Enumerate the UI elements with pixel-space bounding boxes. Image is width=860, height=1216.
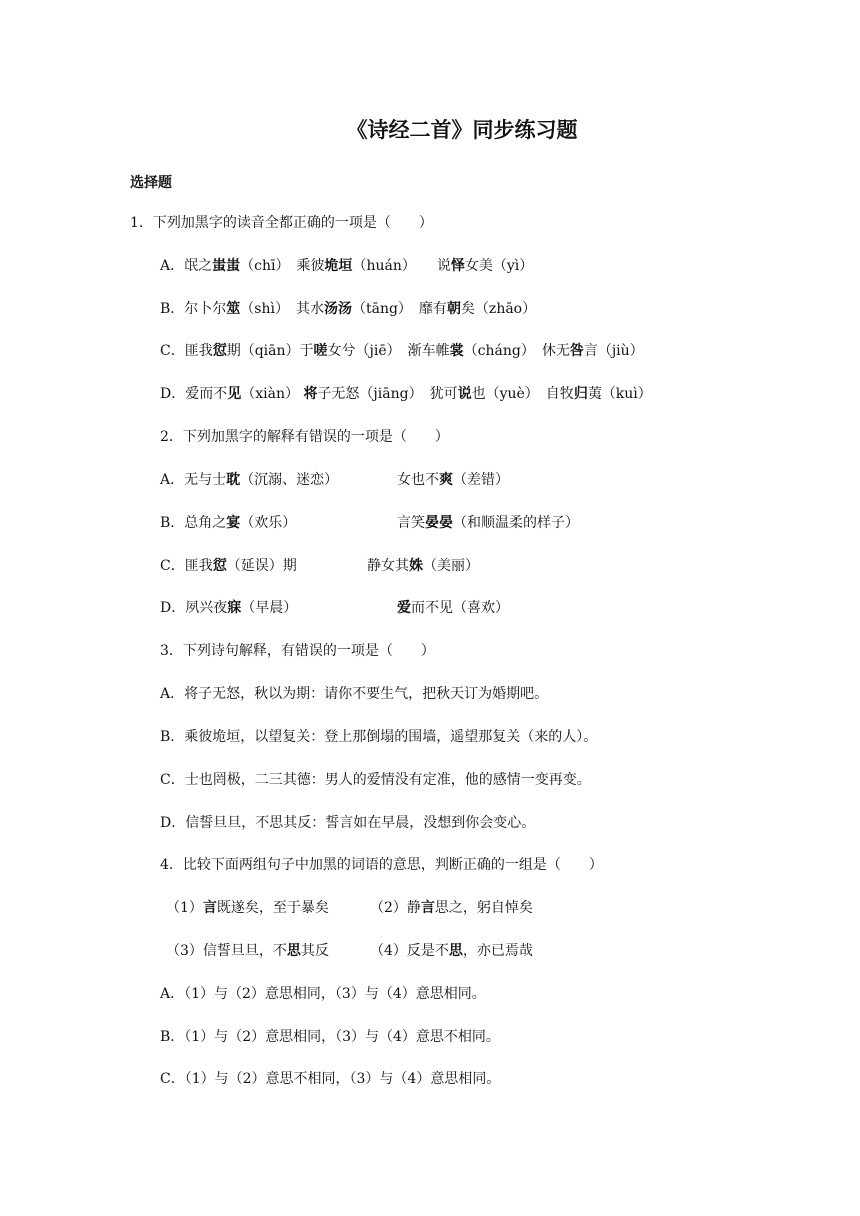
text: B．总角之 <box>160 515 227 531</box>
text: （shì） 其水 <box>240 301 324 317</box>
q1-option-b <box>160 300 536 318</box>
q4-sentence-1-2 <box>166 899 329 917</box>
q3-option-a: A．将子无怒，秋以为期：请你不要生气，把秋天订为婚期吧。 <box>160 686 549 702</box>
text: （和顺温柔的样子） <box>453 515 579 531</box>
text: （huán） 说 <box>352 258 451 274</box>
q4-option-c: C．（1）与（2）意思不相同，（3）与（4）意思相同。 <box>160 1071 501 1087</box>
text: 期（qiān）于 <box>226 343 314 359</box>
text: A．氓之 <box>160 258 213 274</box>
text: D．爱而不 <box>160 386 228 402</box>
text: （延误）期 <box>226 558 297 574</box>
bold-text: 裳 <box>449 343 464 359</box>
bold-text: 愆 <box>212 343 227 359</box>
bold-text: 爽 <box>439 472 453 488</box>
q4-stem: 4．比较下面两组句子中加黑的词语的意思，判断正确的一组是（ ） <box>160 857 603 873</box>
text: （2）静 <box>370 900 421 916</box>
q3-stem: 3．下列诗句解释，有错误的一项是（ ） <box>160 643 435 659</box>
bold-text: 说 <box>457 386 472 402</box>
q2-option-d-right <box>397 599 509 617</box>
text: （差错） <box>453 472 509 488</box>
bold-text: 垝垣 <box>324 258 353 274</box>
text: 女也不 <box>397 472 439 488</box>
text: 子无怒（jiāng） 犹可 <box>317 386 458 402</box>
bold-text: 将 <box>303 386 318 402</box>
text: 言（jiù） <box>583 343 644 359</box>
q4-option-b: B．（1）与（2）意思相同，（3）与（4）意思不相同。 <box>160 1029 500 1045</box>
title-text: 《诗经二首》同步练习题 <box>346 118 578 142</box>
q4-sentence-4 <box>370 942 533 960</box>
q3-option-b: B．乘彼垝垣，以望复关：登上那倒塌的围墙，遥望那复关（来的人）。 <box>160 729 598 745</box>
text: 既遂矣，至于暴矣 <box>216 900 329 916</box>
bold-text: 宴 <box>226 515 241 531</box>
bold-text: 寐 <box>227 600 242 616</box>
q2-option-a <box>160 471 338 489</box>
text: 言笑 <box>397 515 425 531</box>
q2-option-c <box>160 557 297 575</box>
q4-sentence-3 <box>166 942 329 960</box>
text: 也（yuè） 自牧 <box>471 386 574 402</box>
text: C．匪我 <box>160 343 213 359</box>
bold-text: 爱 <box>397 600 411 616</box>
text: （3）信誓旦旦，不 <box>166 943 287 959</box>
bold-text: 言 <box>202 900 217 916</box>
text: ，亦已焉哉 <box>462 943 533 959</box>
text: （4）反是不 <box>370 943 449 959</box>
bold-text: 见 <box>227 386 242 402</box>
text: （chī） 乘彼 <box>240 258 325 274</box>
q2-option-b <box>160 514 296 532</box>
text: A．无与士 <box>160 472 227 488</box>
text: 静女其 <box>367 558 409 574</box>
text: （欢乐） <box>240 515 297 531</box>
text: D．夙兴夜 <box>160 600 228 616</box>
text: （xiàn） <box>241 386 299 402</box>
bold-text: 愆 <box>212 558 227 574</box>
text: （沉溺、迷恋） <box>240 472 339 488</box>
text: 女兮（jiē） 渐车帷 <box>327 343 450 359</box>
section-label: 选择题 <box>130 175 172 191</box>
bold-text: 思 <box>286 943 301 959</box>
bold-text: 耽 <box>226 472 241 488</box>
bold-text: 归 <box>573 386 588 402</box>
bold-text: 思 <box>448 943 463 959</box>
bold-text: 咎 <box>569 343 584 359</box>
bold-text: 朝 <box>446 301 461 317</box>
bold-text: 言 <box>420 900 435 916</box>
q1-stem: 1．下列加黑字的读音全都正确的一项是（ ） <box>130 215 433 231</box>
text: 其反 <box>300 943 329 959</box>
q1-option-a <box>160 257 533 275</box>
q2-option-b-right <box>397 514 579 532</box>
text: 而不见（喜欢） <box>411 600 509 616</box>
text: （早晨） <box>241 600 298 616</box>
q3-option-c: C．士也罔极，二三其德：男人的爱情没有定准，他的感情一变再变。 <box>160 772 591 788</box>
bold-text: 筮 <box>226 301 241 317</box>
text: 女美（yì） <box>464 258 534 274</box>
text: 矣（zhāo） <box>460 301 537 317</box>
bold-text: 怿 <box>450 258 465 274</box>
q2-option-d <box>160 599 297 617</box>
text: （tāng） 靡有 <box>351 301 447 317</box>
q1-option-d <box>160 385 652 403</box>
bold-text: 晏晏 <box>425 515 453 531</box>
text: C．匪我 <box>160 558 213 574</box>
q4-sentence-2 <box>370 899 533 917</box>
q2-option-c-right <box>367 557 479 575</box>
text: B．尔卜尔 <box>160 301 227 317</box>
q4-option-a: A．（1）与（2）意思相同，（3）与（4）意思相同。 <box>160 986 486 1002</box>
q3-option-d: D．信誓旦旦，不思其反：誓言如在早晨，没想到你会变心。 <box>160 815 536 831</box>
text: 思之，躬自悼矣 <box>434 900 533 916</box>
text: （cháng） 休无 <box>463 343 570 359</box>
q1-option-c <box>160 342 644 360</box>
text: （1） <box>166 900 203 916</box>
bold-text: 蚩蚩 <box>212 258 241 274</box>
q2-stem: 2．下列加黑字的解释有错误的一项是（ ） <box>160 429 449 445</box>
bold-text: 汤汤 <box>323 301 352 317</box>
text: （美丽） <box>423 558 479 574</box>
page-title <box>0 114 796 144</box>
q2-option-a-right <box>397 471 509 489</box>
bold-text: 姝 <box>409 558 423 574</box>
text: 荑（kuì） <box>587 386 652 402</box>
bold-text: 嗟 <box>313 343 328 359</box>
